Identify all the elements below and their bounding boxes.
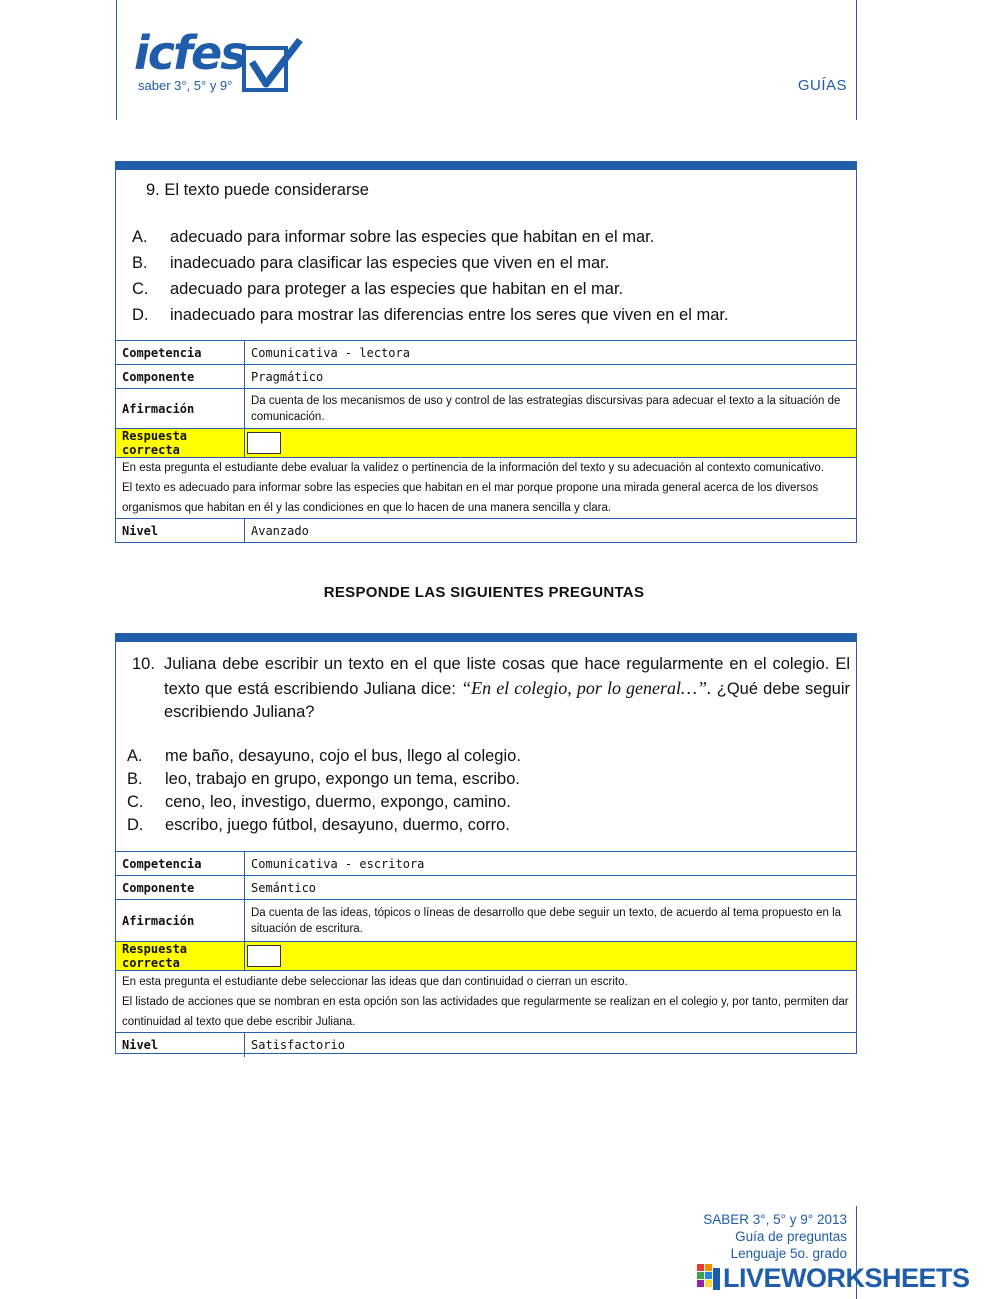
respuesta-cell (245, 942, 857, 971)
question-9-stem: 9. El texto puede considerarse (146, 181, 369, 199)
question-9-card (115, 161, 857, 543)
explanation (116, 971, 856, 1033)
section-label: GUÍAS (797, 77, 847, 94)
answer-input-9[interactable] (247, 432, 281, 454)
componente-label: Componente (116, 876, 245, 900)
question-10-metadata (116, 851, 856, 1057)
respuesta-label: Respuesta correcta (116, 429, 245, 458)
componente-value: Semántico (245, 876, 857, 900)
footer-guide: Guía de preguntas (735, 1229, 847, 1244)
left-margin-rule (116, 0, 117, 120)
option-d[interactable]: D. inadecuado para mostrar las diferencias entre los seres que viven en el mar. (132, 306, 729, 324)
nivel-value: Satisfactorio (245, 1033, 857, 1057)
competencia-value: Comunicativa - escritora (245, 852, 857, 876)
afirmacion-label: Afirmación (116, 900, 245, 942)
afirmacion-value: Da cuenta de los mecanismos de uso y control de las estrategias discursivas para adecuar el texto a la situación de comunicación. (245, 389, 857, 429)
componente-value: Pragmático (245, 365, 857, 389)
right-margin-rule (856, 0, 857, 120)
logo-subtitle: saber 3°, 5° y 9° (138, 78, 233, 93)
competencia-label: Competencia (116, 852, 245, 876)
logo-word: icfes (134, 26, 246, 80)
componente-label: Componente (116, 365, 245, 389)
explanation-line-1: En esta pregunta el estudiante debe evaluar la validez o pertinencia de la información del texto y su adecuación al contexto comunicativo. (122, 462, 824, 474)
afirmacion-label: Afirmación (116, 389, 245, 429)
option-b[interactable]: B. leo, trabajo en grupo, expongo un tema, escribo. (127, 770, 520, 788)
footer-grade: Lenguaje 5o. grado (730, 1246, 847, 1261)
liveworksheets-wordmark: LIVEWORKSHEETS (723, 1263, 970, 1293)
question-10-number: 10. (132, 655, 155, 673)
nivel-label: Nivel (116, 1033, 245, 1057)
option-c[interactable]: C. adecuado para proteger a las especies que habitan en el mar. (132, 280, 624, 298)
option-a[interactable]: A. adecuado para informar sobre las especies que habitan en el mar. (132, 228, 655, 246)
card-top-bar (116, 634, 856, 642)
option-c[interactable]: C. ceno, leo, investigo, duermo, expongo, camino. (127, 793, 511, 811)
question-10-stem: Juliana debe escribir un texto en el que liste cosas que hace regularmente en el colegio. El texto que está escribiendo Juliana dice: “En el colegio, por lo general…”. ¿Qué debe seguir escribiendo Juliana? (164, 655, 851, 721)
question-9-metadata (116, 340, 856, 543)
footer-info (703, 1211, 847, 1262)
respuesta-cell (245, 429, 857, 458)
option-b[interactable]: B. inadecuado para clasificar las especies que viven en el mar. (132, 254, 610, 272)
card-top-bar (116, 162, 856, 170)
explanation-line-1: En esta pregunta el estudiante debe seleccionar las ideas que dan continuidad o cierran un escrito. (122, 975, 628, 988)
nivel-value: Avanzado (245, 519, 857, 543)
question-10-card (115, 633, 857, 1054)
instruction-heading: RESPONDE LAS SIGUIENTES PREGUNTAS (323, 584, 645, 601)
explanation-line-2: El texto es adecuado para informar sobre las especies que habitan en el mar porque propone una mirada general acerca de los diversos organismos que habitan en él y las condiciones en que lo hacen de una manera sencilla y clara. (122, 482, 819, 514)
option-d[interactable]: D. escribo, juego fútbol, desayuno, duermo, corro. (127, 816, 510, 834)
footer-exam: SABER 3°, 5° y 9° 2013 (703, 1212, 847, 1227)
nivel-label: Nivel (116, 519, 245, 543)
respuesta-label: Respuesta correcta (116, 942, 245, 971)
checkmark-icon (242, 36, 304, 97)
option-a[interactable]: A. me baño, desayuno, cojo el bus, llego al colegio. (127, 747, 521, 765)
afirmacion-value: Da cuenta de las ideas, tópicos o líneas de desarrollo que debe seguir un texto, de acuerdo al tema propuesto en la situación de escritura. (245, 900, 857, 942)
competencia-value: Comunicativa - lectora (245, 341, 857, 365)
stem-quote: “En el colegio, por lo general…”. (461, 677, 712, 698)
explanation-line-2: El listado de acciones que se nombran en esta opción son las actividades que regularmente se realizan en el colegio y, por tanto, permiten dar continuidad al texto que debe escribir Juliana. (122, 995, 849, 1028)
liveworksheets-icon (697, 1264, 721, 1294)
explanation (116, 458, 856, 519)
competencia-label: Competencia (116, 341, 245, 365)
answer-input-10[interactable] (247, 945, 281, 967)
